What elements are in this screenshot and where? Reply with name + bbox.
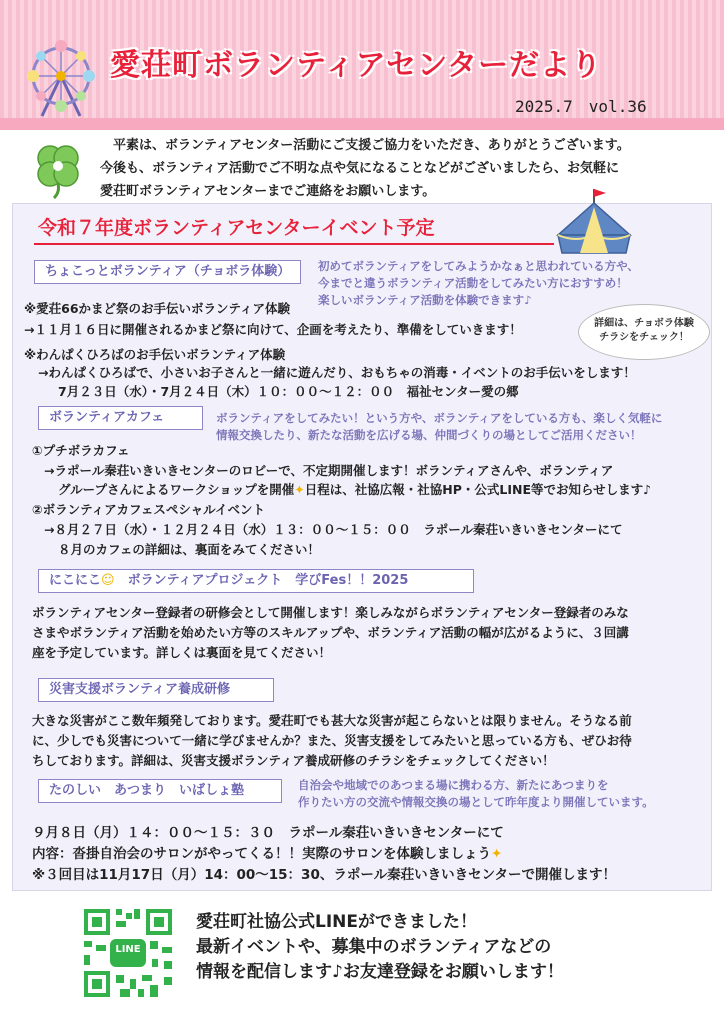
cafe-p2-title: ②ボランティアカフェスペシャルイベント [32, 502, 265, 517]
cafe-p2-line1: →８月２７日（水）・１２月２４日（水）１３：００～１５：００ ラポール秦荘いきいきセンターにて [44, 522, 623, 537]
desc-line: 初めてボランティアをしてみようかなぁと思われている方や、 [318, 259, 639, 273]
bubble-line: 詳細は、チョボラ体験 [594, 318, 694, 329]
cafe-p1-line2 [58, 480, 651, 498]
tag-disaster-training: 災害支援ボランティア養成研修 [38, 678, 274, 702]
cafe-p1-line2b: 日程は、社協広報・社協HP・公式LINE等でお知らせします♪ [304, 482, 652, 497]
chobora-item2-text: →わんぱくひろばで、小さいお子さんと一緒に遊んだり、おもちゃの消毒・イベントのお手伝いをします！ [38, 365, 636, 380]
juku-line2 [32, 842, 502, 862]
para-line: さまやボランティア活動を始めたい方等のスキルアップや、ボランティア活動の幅が広がるように、３回講 [32, 625, 629, 640]
page-title: 愛荘町ボランティアセンターだより [110, 48, 603, 83]
desc-line: 楽しいボランティア活動を体験できます♪ [318, 293, 532, 307]
juku-line2-text: 内容：沓掛自治会のサロンがやってくる！！実際のサロンを体験しましょう [32, 846, 491, 862]
para-line: 大きな災害がここ数年頻発しております。愛荘町でも甚大な災害が起こらないとは限りません。そうなる前 [32, 713, 632, 728]
events-heading: 令和７年度ボランティアセンターイベント予定 [38, 217, 435, 239]
line-info-line: 情報を配信します♪お友達登録をお願いします！ [196, 962, 564, 982]
line-info-line: 愛荘町社協公式LINEができました！ [196, 912, 477, 932]
chobora-item2-date: 7月２３日（水）・7月２４日（木）１０：００～１２：００ 福祉センター愛の郷 [58, 384, 519, 399]
chobora-description [318, 258, 639, 309]
ferris-wheel-icon [22, 38, 100, 118]
qr-line-label: LINE [115, 944, 141, 955]
desc-line: 情報交換したり、新たな活動を広げる場、仲間づくりの場としてご活用ください！ [216, 428, 642, 442]
para-line: 座を予定しています。詳しくは裏面を見てください！ [32, 645, 332, 660]
juku-line3: ※３回目は11月17日（月）14：00～15：30、ラポール秦荘いきいきセンターで開催します！ [32, 867, 617, 883]
tag-project-a: にこにこ [49, 573, 102, 588]
header-divider [0, 118, 724, 130]
project-text [32, 603, 629, 663]
disaster-text [32, 711, 632, 771]
chobora-item2-title: ※わんぱくひろばのお手伝いボランティア体験 [24, 347, 286, 362]
line-info-line: 最新イベントや、募集中のボランティアなどの [196, 937, 552, 957]
para-line: ボランティアセンター登録者の研修会として開催します！楽しみながらボランティアセンター登録者のみな [32, 605, 629, 620]
cafe-description [216, 410, 662, 444]
chobora-item1-title: ※愛荘66かまど祭のお手伝いボランティア体験 [24, 301, 291, 316]
juku-line1: ９月８日（月）１４：００～１５：３０ ラポール秦荘いきいきセンターにて [32, 825, 504, 841]
tag-project-b: ボランティアプロジェクト 学びFes！！2025 [127, 573, 409, 588]
desc-line: ボランティアをしてみたい！という方や、ボランティアをしている方も、楽しく気軽に [216, 411, 663, 425]
heading-underline [34, 243, 554, 245]
para-line: ちしております。詳細は、災害支援ボランティア養成研修のチラシをチェックしてください！ [32, 753, 555, 768]
sparkle-icon: ✦ [491, 846, 503, 862]
bubble-line: チラシをチェック！ [599, 332, 689, 343]
tent-icon [552, 187, 642, 259]
cafe-p1-title: ①プチボラカフェ [32, 443, 130, 458]
tag-volunteer-cafe: ボランティアカフェ [38, 406, 203, 430]
tag-project [38, 569, 474, 593]
greeting-line: 平素は、ボランティアセンター活動にご支援ご協力をいただき、ありがとうございます。 [100, 138, 630, 153]
desc-line: 自治会や地域でのあつまる場に携わる方、新たにあつまりを [298, 778, 609, 792]
greeting-line: 今後も、ボランティア活動でご不明な点や気になることなどがございましたら、お気軽に [100, 161, 619, 176]
sparkle-icon: ✦ [294, 482, 305, 497]
clover-icon [30, 140, 86, 200]
desc-line: 作りたい方の交流や情報交換の場として昨年度より開催しています。 [298, 795, 654, 809]
juku-description [298, 777, 654, 811]
cafe-p1-line2a: グループさんによるワークショップを開催 [58, 482, 295, 497]
desc-line: 今までと違うボランティア活動をしてみたい方におすすめ！ [318, 276, 628, 290]
cafe-p2-line2: ８月のカフェの詳細は、裏面をみてください！ [58, 542, 320, 557]
tag-ibasho-juku: たのしい あつまり いばしょ塾 [38, 779, 282, 803]
greeting-line: 愛荘町ボランティアセンターまでご連絡をお願いします。 [100, 184, 436, 199]
speech-bubble [578, 304, 710, 360]
para-line: に、少しでも災害について一緒に学びませんか？また、災害支援をしてみたいと思っている方も、ぜひお待 [32, 733, 632, 748]
line-info-text [196, 910, 564, 985]
tag-chobora: ちょこっとボランティア（チョボラ体験） [34, 260, 301, 284]
issue-number: 2025.7 vol.36 [515, 97, 647, 116]
cafe-p1-line1: →ラポール秦荘いきいきセンターのロビーで、不定期開催します！ボランティアさんや、ボランティア [44, 463, 614, 478]
chobora-item1-text: →１１月１６日に開催されるかまど祭に向けて、企画を考えたり、準備をしていきます！ [24, 322, 522, 337]
smiley-icon: ☺ [101, 573, 115, 588]
